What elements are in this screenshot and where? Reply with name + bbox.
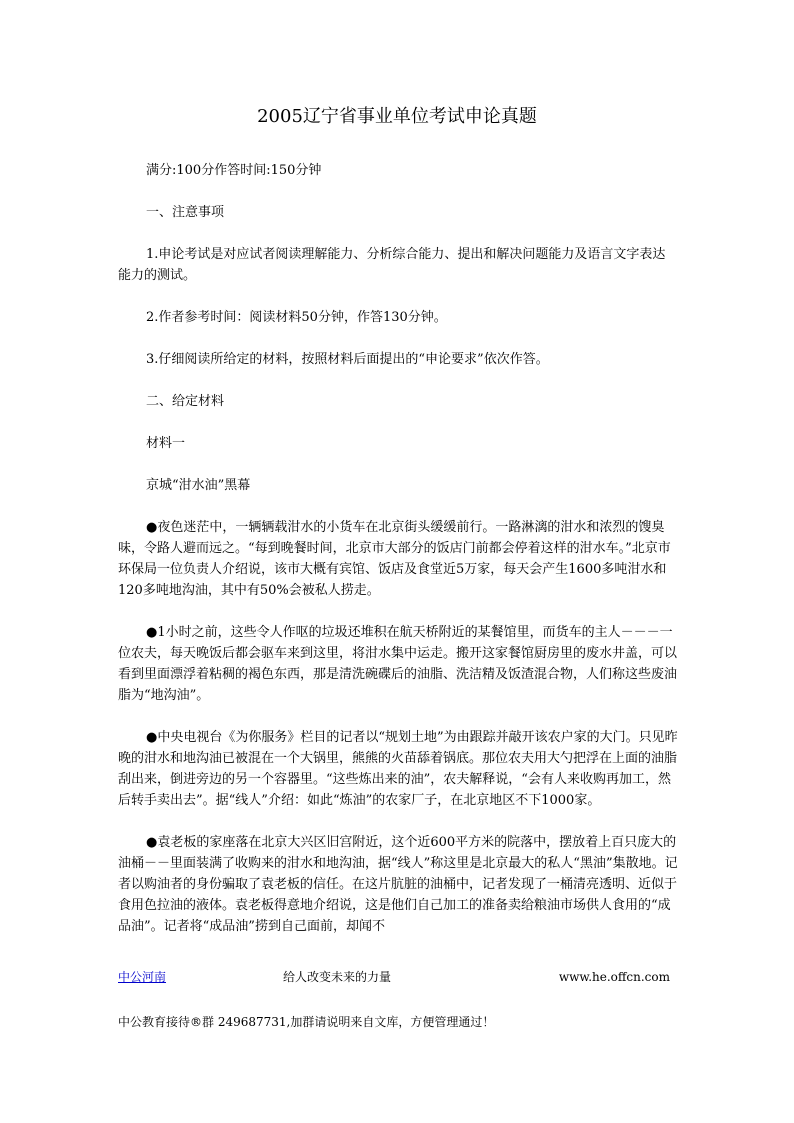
document-title: 2005辽宁省事业单位考试申论真题 (257, 106, 537, 127)
document-body (118, 160, 678, 958)
footer-url: www.he.offcn.com (558, 970, 670, 984)
section-heading-materials: 二、给定材料 (146, 394, 225, 409)
material-title: 京城“泔水油”黑幕 (146, 478, 251, 493)
footer-slogan: 给人改变未来的力量 (283, 970, 392, 984)
page-footer (118, 968, 670, 986)
body-paragraph: ●夜色迷茫中，一辆辆载泔水的小货车在北京街头缓缓前行。一路淋漓的泔水和浓烈的馊臭味，令路人避而远之。“每到晚餐时间，北京市大部分的饭店门前都会停着这样的泔水车。”北京市环保局一位负责人介绍说，该市大概有宾馆、饭店及食堂近5万家，每天会产生1600多吨泔水和120多吨地沟油，其中有50%会被私人捞走。 (118, 520, 671, 598)
footer-link[interactable]: 中公河南 (118, 970, 167, 984)
note-item: 2.作者参考时间：阅读材料50分钟，作答130分钟。 (146, 310, 447, 325)
section-heading-notes: 一、注意事项 (146, 205, 225, 220)
note-item: 1.申论考试是对应试者阅读理解能力、分析综合能力、提出和解决问题能力及语言文字表达能力的测试。 (118, 247, 666, 283)
body-paragraph: ●1小时之前，这些令人作呕的垃圾还堆积在航天桥附近的某餐馆里，而货车的主人－－－一位农夫，每天晚饭后都会驱车来到这里，将泔水集中运走。搬开这家餐馆厨房里的废水井盖，可以看到里面漂浮着粘稠的褐色东西，那是清洗碗碟后的油脂、洗洁精及饭渣混合物，人们称这些废油脂为“地沟油”。 (118, 625, 678, 703)
note-item: 3.仔细阅读所给定的材料，按照材料后面提出的“申论要求”依次作答。 (146, 352, 549, 367)
exam-info: 满分:100分作答时间:150分钟 (146, 163, 322, 178)
body-paragraph: ●袁老板的家座落在北京大兴区旧宫附近，这个近600平方米的院落中，摆放着上百只庞大的油桶－－里面装满了收购来的泔水和地沟油，据“线人”称这里是北京最大的私人“黑油”集散地。记者以购油者的身份骗取了袁老板的信任。在这片肮脏的油桶中，记者发现了一桶清亮透明、近似于食用色拉油的液体。袁老板得意地介绍说，这是他们自己加工的准备卖给粮油市场供人食用的“成品油”。记者将“成品油”捞到自己面前，却闻不 (118, 835, 678, 934)
material-label: 材料一 (146, 436, 186, 451)
body-paragraph: ●中央电视台《为你服务》栏目的记者以“规划土地”为由跟踪并敲开该农户家的大门。只见昨晚的泔水和地沟油已被混在一个大锅里，熊熊的火苗舔着锅底。那位农夫用大勺把浮在上面的油脂刮出来，倒进旁边的另一个容器里。“这些炼出来的油”，农夫解释说，“会有人来收购再加工，然后转手卖出去”。据“线人”介绍：如此“炼油”的农家厂子，在北京地区不下1000家。 (118, 730, 678, 808)
contact-line: 中公教育接待®群 249687731,加群请说明来自文库，方便管理通过！ (118, 1015, 495, 1029)
